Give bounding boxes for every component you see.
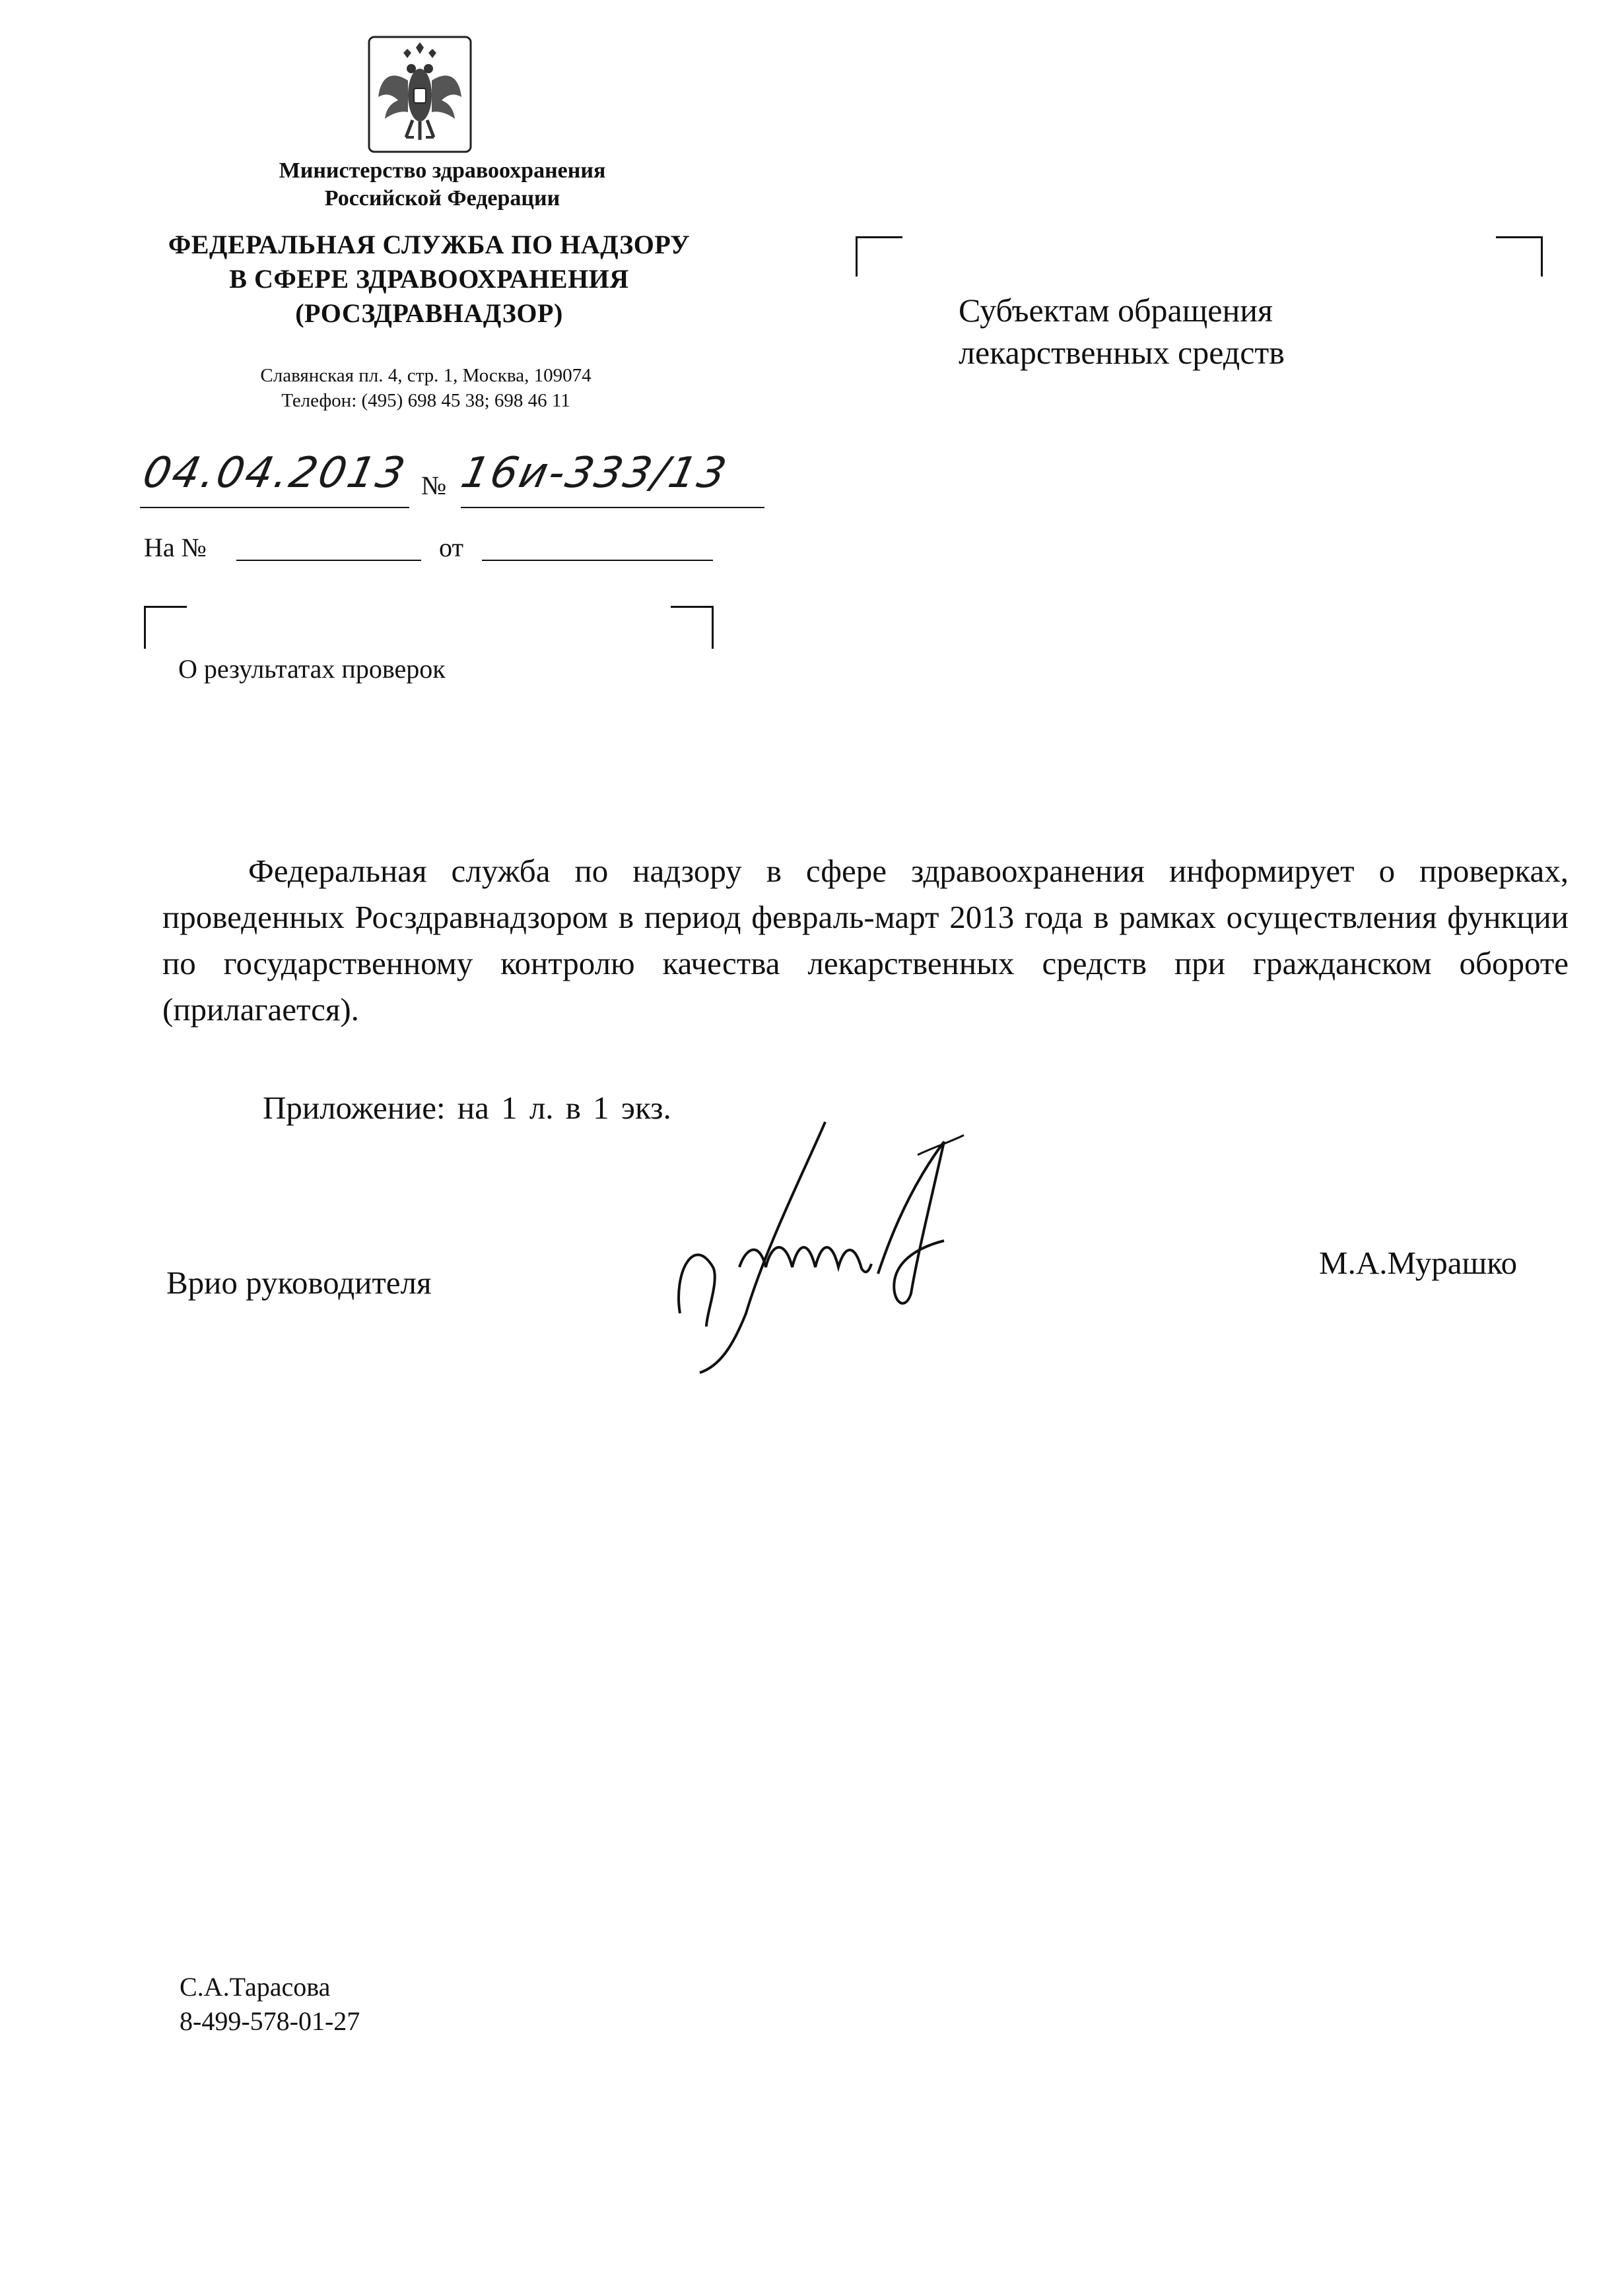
service-name [106, 228, 753, 331]
date-underline [140, 507, 409, 508]
appendix-note: Приложение: на 1 л. в 1 экз. [263, 1090, 671, 1126]
executor-phone: 8-499-578-01-27 [180, 2006, 360, 2036]
address-block [145, 363, 706, 413]
phone-line: Телефон: (495) 698 45 38; 698 46 11 [281, 390, 570, 411]
number-sign: № [421, 471, 447, 500]
body-paragraph: Федеральная служба по надзору в сфере здравоохранения информирует о проверках, проведенных Росздравнадзором в период февраль-март 2013 года в рамках осуществления функции по государственному контролю качества лекарственных средств при гражданском обороте (прилагается). [162, 853, 1569, 1028]
reply-number-blank [236, 560, 421, 561]
recipient-corner-left [856, 236, 902, 277]
handwritten-signature [667, 1115, 1010, 1393]
reply-date-blank [482, 560, 713, 561]
service-line-1: ФЕДЕРАЛЬНАЯ СЛУЖБА ПО НАДЗОРУ [168, 230, 691, 259]
executor-block [180, 1970, 360, 2039]
address-line: Славянская пл. 4, стр. 1, Москва, 109074 [260, 365, 592, 386]
subject-corner-right [671, 606, 714, 649]
service-line-2: В СФЕРЕ ЗДРАВООХРАНЕНИЯ [229, 264, 629, 294]
signer-position: Врио руководителя [166, 1264, 432, 1301]
number-underline [461, 507, 764, 508]
signer-name: М.А.Мурашко [1319, 1245, 1518, 1281]
recipient-line-1: Субъектам обращения [959, 292, 1273, 329]
recipient-block [959, 289, 1285, 374]
executor-name: С.А.Тарасова [180, 1972, 331, 2002]
ministry-line-1: Министерство здравоохранения [279, 158, 606, 183]
reply-number-label: На № [144, 533, 207, 562]
subject-line: О результатах проверок [178, 654, 446, 684]
ministry-name [172, 157, 713, 213]
reply-date-label: от [439, 533, 463, 562]
coat-of-arms-icon [366, 34, 473, 154]
subject-corner-left [144, 606, 187, 649]
registration-number: 16и-333/13 [457, 449, 733, 498]
registration-date: 04.04.2013 [139, 449, 411, 498]
recipient-corner-right [1496, 236, 1543, 277]
ministry-line-2: Российской Федерации [324, 186, 560, 211]
service-line-3: (РОСЗДРАВНАДЗОР) [295, 298, 563, 328]
recipient-line-2: лекарственных средств [959, 334, 1285, 371]
